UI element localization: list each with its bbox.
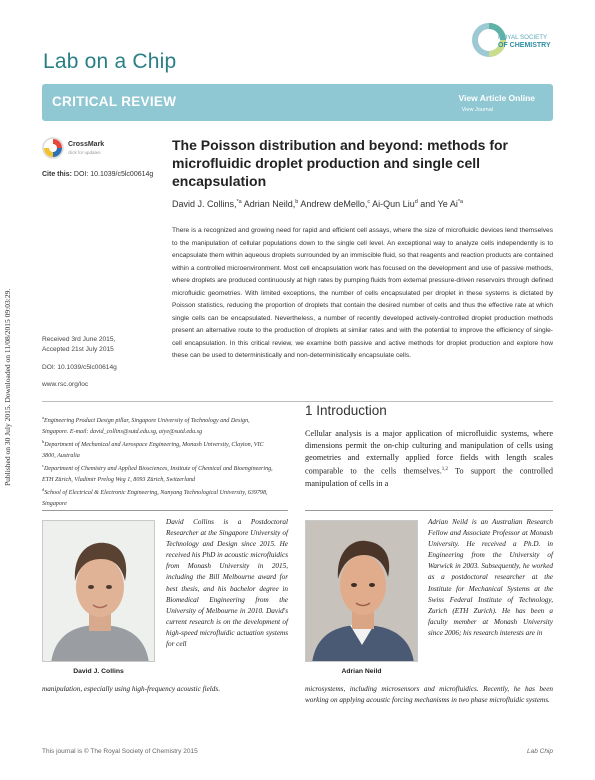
introduction-paragraph-continued: To support the controlled manipulation of cells in a <box>305 466 553 488</box>
citation-doi[interactable]: DOI: 10.1039/c5lc00614g <box>73 171 154 178</box>
author-affiliation-mark: *a <box>236 199 242 205</box>
author-name[interactable]: David J. Collins, <box>172 199 237 209</box>
author-affiliation-mark: b <box>295 199 299 205</box>
introduction-text <box>305 428 553 490</box>
publisher-logo[interactable] <box>472 16 558 70</box>
journal-title: Lab on a Chip <box>43 50 177 73</box>
crossmark-icon <box>42 137 64 159</box>
author-affiliation-mark: c <box>367 199 371 205</box>
affiliation-mark: b <box>42 439 45 445</box>
author-photo-collins <box>42 520 155 662</box>
article-type-banner <box>42 84 553 121</box>
affiliation-item <box>42 485 274 509</box>
author-bio-text: Adrian Neild is an Australian Research Fellow and Associate Professor at Monash University. He received a Ph.D. in Engineering from the University of Warwick in 2003. Subsequently, he worked as a postdoctoral researcher at the Institute for Mechanical Systems at the Swiss Federal Institute of Technology, Zurich (ETH Zurich). He has been a faculty member at Monash University since 2006; his research interests are in <box>428 518 553 637</box>
crossmark-label: CrossMark <box>68 141 105 148</box>
affiliation-item <box>42 461 274 485</box>
received-date: Received 3rd June 2015, <box>42 336 116 343</box>
bio-divider-left <box>42 510 288 511</box>
author-affiliation-mark: d <box>414 199 418 205</box>
affiliations <box>42 413 274 509</box>
footer-journal-name: Lab Chip <box>526 748 553 755</box>
introduction-paragraph: Cellular analysis is a major application of microfluidic systems, where dimensions permit the on-chip culturing and manipulation of cells using geometries and externally applied force fields with length scales comparable to the cells themselves. <box>305 429 553 476</box>
author-photo-caption: David J. Collins <box>73 668 124 675</box>
affiliation-text: School of Electrical & Electronic Engineering, Nanyang Technological University, 639798, Singapore <box>42 490 268 507</box>
published-sidebar-note: Published on 30 July 2015. Downloaded on 11/08/2015 09:03:29. <box>3 288 12 487</box>
article-type-label: CRITICAL REVIEW <box>52 94 177 109</box>
citation-label: Cite this: <box>42 171 72 178</box>
affiliation-text: Engineering Product Design pillar, Singapore University of Technology and Design, Singapore. E-mail: david_collins@sutd.edu.sg, aiye@sutd.edu.sg <box>42 418 250 435</box>
author-photo-caption: Adrian Neild <box>341 668 382 675</box>
accepted-date: Accepted 21st July 2015 <box>42 345 114 353</box>
article-title: The Poisson distribution and beyond: methods for microfluidic droplet production and single cell encapsulation <box>172 137 508 189</box>
abstract-text: There is a recognized and growing need for rapid and efficient cell assays, where the size of microfluidic devices lend themselves to the manipulation of cellular populations down to the single cell level. An exceptional way to analyze cells independently is to encapsulate them within aqueous droplets surrounded by an immiscible fluid, so that reagents and reaction products are contained within a controlled microenvironment. Most cell encapsulation work has focused on the development and use of passive methods, where droplets are produced continuously at high rates by pumping fluids from external pressure-driven reservoirs through defined microfluidic geometries. With limited exceptions, the number of cells encapsulated per droplet in these systems is dictated by Poisson statistics, reducing the proportion of droplets that contain the desired number of cells and thus the effective rate at which single cells can be encapsulated. Nevertheless, a number of recently developed actively-controlled droplet production methods present an alternative route to the production of droplets at similar rates and with the potential to improve the efficiency of single-cell encapsulation. In this critical review, we examine both passive and active methods for droplet production and explore how these can be used to deterministically and non-deterministically encapsulate cells. <box>172 227 553 359</box>
received-accepted-dates <box>42 335 115 354</box>
citation <box>42 171 153 178</box>
view-journal-link[interactable]: View Journal <box>461 107 493 113</box>
article-doi[interactable]: DOI: 10.1039/c5lc00614g <box>42 364 117 371</box>
author-name[interactable]: Ai-Qun Liu <box>372 199 415 209</box>
affiliation-text: Department of Chemistry and Applied Biosciences, Institute of Chemical and Bioengineering, ETH Zürich, Vladimir Prelog Weg 1, 8093 Zürich, Switzerland <box>42 466 273 483</box>
author-photo-neild <box>305 520 418 662</box>
author-bio-text-continued: microsystems, including microsensors and microfluidics. Recently, he has been working on applying acoustic forcing mechanisms in two phase microfluidic systems. <box>305 685 553 705</box>
affiliation-item <box>42 413 274 437</box>
author-name[interactable]: and Ye Ai <box>420 199 458 209</box>
publisher-logo-line1: ROYAL SOCIETY <box>498 34 548 41</box>
footer-copyright: This journal is © The Royal Society of Chemistry 2015 <box>42 748 198 755</box>
author-list <box>172 199 562 209</box>
reference-link[interactable]: 1,2 <box>441 467 449 472</box>
author-bio-text-continued: manipulation, especially using high-frequency acoustic fields. <box>42 685 220 693</box>
view-article-online-link[interactable]: View Article Online <box>458 93 535 103</box>
portrait-image <box>306 521 418 662</box>
author-bio-text: David Collins is a Postdoctoral Researcher at the Singapore University of Technology and Design since 2015. He received his PhD in acoustic microfluidics from Monash University in 2015, including the Bill Melbourne award for best thesis, and his bachelor degree in Biomedical Engineering from the University of Melbourne in 2010. David's current research is on the development of high-speed microfluidic actuation systems for cell <box>166 518 288 649</box>
affiliation-mark: a <box>42 415 44 420</box>
portrait-image <box>43 521 155 662</box>
bio-divider-right <box>305 510 553 511</box>
crossmark-badge[interactable] <box>42 137 112 161</box>
affiliation-mark: d <box>42 487 45 493</box>
publisher-logo-line2: OF CHEMISTRY <box>498 41 551 49</box>
author-affiliation-mark: *a <box>457 199 464 205</box>
journal-url-link[interactable]: www.rsc.org/loc <box>42 381 89 388</box>
affiliation-mark: c <box>42 463 44 469</box>
section-heading-introduction: 1 Introduction <box>305 403 387 418</box>
crossmark-sublabel: click for updates <box>68 150 101 155</box>
affiliation-text: Department of Mechanical and Aerospace Engineering, Monash University, Clayton, VIC 3800, Australia <box>42 442 264 459</box>
affiliation-item <box>42 437 274 461</box>
abstract-divider <box>42 401 553 402</box>
publisher-logo-text <box>498 34 551 49</box>
author-name[interactable]: Andrew deMello, <box>300 199 368 209</box>
author-name[interactable]: Adrian Neild, <box>243 199 296 209</box>
